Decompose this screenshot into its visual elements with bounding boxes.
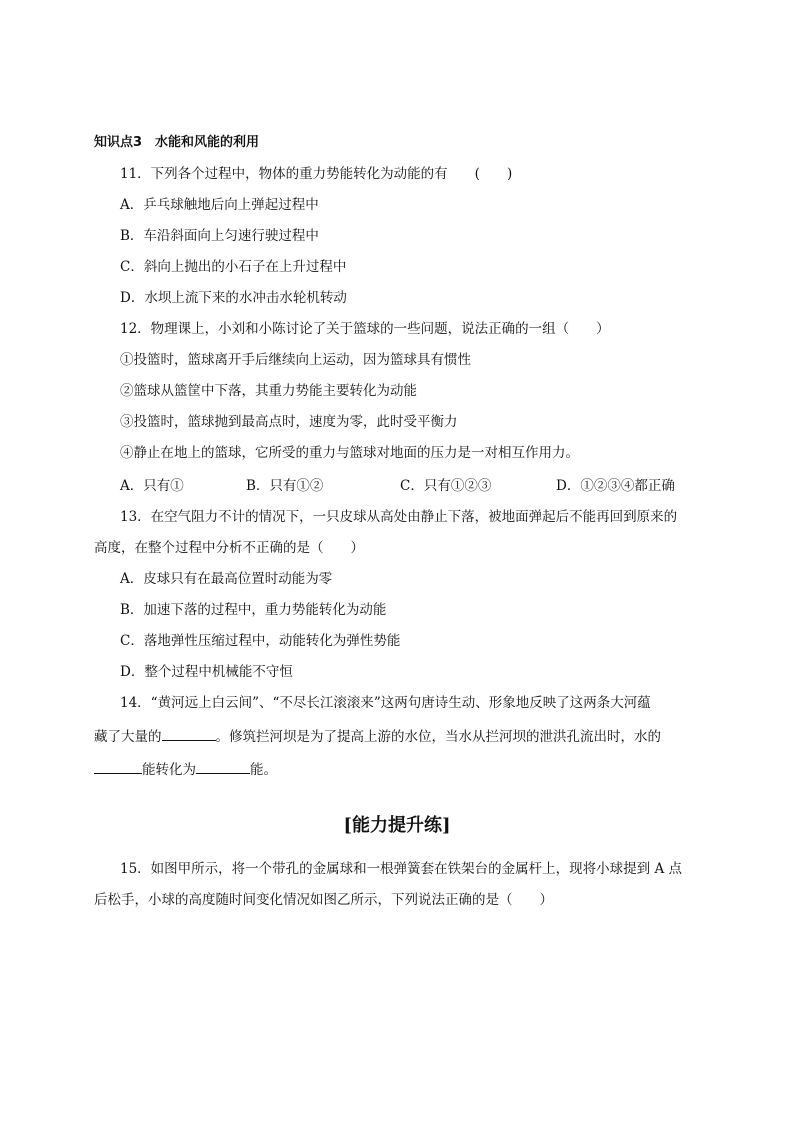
q12-statement-2: ②篮球从篮筐中下落，其重力势能主要转化为动能 xyxy=(120,383,417,399)
section-title: 知识点3 水能和风能的利用 xyxy=(94,135,260,150)
q12-option-d: D．①②③④都正确 xyxy=(556,478,675,494)
q14-line-2-text-b: 。修筑拦河坝是为了提高上游的水位，当水从拦河坝的泄洪孔流出时，水的 xyxy=(215,729,661,745)
q14-line-2-text-a: 藏了大量的 xyxy=(94,729,162,745)
subsection-title: [能力提升练] xyxy=(343,815,451,836)
q11-option-a: A．乒乓球触地后向上弹起过程中 xyxy=(120,197,319,213)
q14-line-3-text-a: 能转化为 xyxy=(142,762,196,778)
q14-blank-2[interactable] xyxy=(94,759,142,774)
q15-line-2: 后松手，小球的高度随时间变化情况如图乙所示，下列说法正确的是（ ） xyxy=(94,892,553,908)
q12-statement-1: ①投篮时，篮球离开手后继续向上运动，因为篮球具有惯性 xyxy=(120,352,471,368)
q11-stem: 11．下列各个过程中，物体的重力势能转化为动能的有 ( ) xyxy=(120,166,513,182)
q12-statement-3: ③投篮时，篮球抛到最高点时，速度为零，此时受平衡力 xyxy=(120,414,458,430)
q11-option-d: D．水坝上流下来的水冲击水轮机转动 xyxy=(120,290,347,306)
q12-stem: 12．物理课上，小刘和小陈讨论了关于篮球的一些问题，说法正确的一组（ ） xyxy=(120,321,610,337)
q11-option-b: B．车沿斜面向上匀速行驶过程中 xyxy=(120,228,319,244)
q11-option-c: C．斜向上抛出的小石子在上升过程中 xyxy=(120,259,347,275)
q13-stem-line-2: 高度，在整个过程中分析不正确的是（ ） xyxy=(94,540,364,556)
q12-option-b: B．只有①② xyxy=(246,478,324,494)
q14-line-3-text-b: 能。 xyxy=(250,762,277,778)
q13-option-c: C．落地弹性压缩过程中，动能转化为弹性势能 xyxy=(120,633,401,649)
q13-stem-line-1: 13．在空气阻力不计的情况下，一只皮球从高处由静止下落，被地面弹起后不能再回到原来的 xyxy=(120,509,678,525)
q14-blank-1[interactable] xyxy=(162,726,216,741)
q13-option-b: B．加速下落的过程中，重力势能转化为动能 xyxy=(120,602,387,618)
q12-option-c: C．只有①②③ xyxy=(400,478,492,494)
q14-line-3 xyxy=(94,759,277,780)
q13-option-d: D．整个过程中机械能不守恒 xyxy=(120,664,293,680)
q12-option-a: A．只有① xyxy=(120,478,184,494)
q14-line-2 xyxy=(94,726,661,747)
q14-blank-3[interactable] xyxy=(196,759,250,774)
q13-option-a: A．皮球只有在最高位置时动能为零 xyxy=(120,571,333,587)
q14-line-1: 14．“黄河远上白云间”、“不尽长江滚滚来”这两句唐诗生动、形象地反映了这两条大河蕴 xyxy=(120,695,651,711)
q15-line-1: 15．如图甲所示，将一个带孔的金属球和一根弹簧套在铁架台的金属杆上，现将小球提到 A 点 xyxy=(120,861,683,877)
q12-statement-4: ④静止在地上的篮球，它所受的重力与篮球对地面的压力是一对相互作用力。 xyxy=(120,445,579,461)
